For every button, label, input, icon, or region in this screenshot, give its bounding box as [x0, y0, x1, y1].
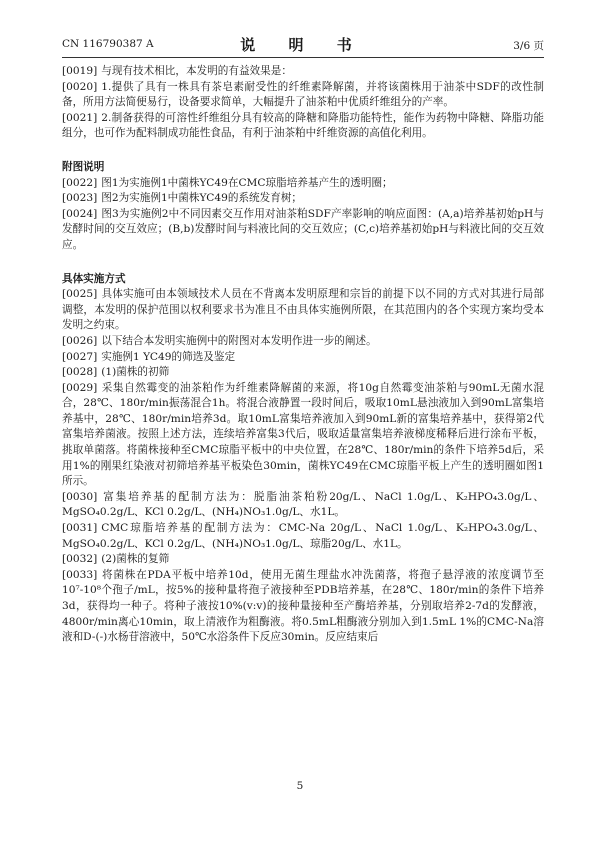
paragraph-number: [0032]	[62, 553, 98, 566]
paragraph	[62, 111, 544, 142]
paragraph	[62, 207, 544, 254]
paragraph	[62, 191, 544, 207]
document-title: 说 明 书	[240, 36, 366, 54]
paragraph-text: 以下结合本发明实施例中的附图对本发明作进一步的阐述。	[101, 334, 377, 347]
paragraph-text: 具体实施可由本领域技术人员在不背离本发明原理和宗旨的前提下以不同的方式对其进行局部调整，本发明的保护范围以权利要求书为准且不由具体实施例所限，在其范围内的各个实现方案均受本发明之约束。	[62, 288, 544, 332]
paragraph	[62, 381, 544, 490]
paragraph-number: [0031]	[62, 522, 98, 535]
paragraph-group-benefits	[62, 64, 544, 142]
paragraph	[62, 176, 544, 192]
paragraph-number: [0020]	[62, 80, 98, 93]
paragraph-group-embodiment	[62, 287, 544, 646]
paragraph-text: 图2为实施例1中菌株YC49的系统发育树；	[101, 192, 303, 205]
paragraph-number: [0021]	[62, 111, 98, 124]
paragraph-text: 与现有技术相比，本发明的有益效果是：	[101, 65, 292, 77]
paragraph-text: 1.提供了具有一株具有茶皂素耐受性的纤维素降解菌，并将该菌株用于油茶中SDF的改性制备，所用方法简便易行，设备要求简单，大幅提升了油茶粕中优质纤维组分的产率。	[62, 80, 544, 109]
paragraph	[62, 334, 544, 350]
paragraph	[62, 490, 544, 521]
paragraph-text: 采集自然霉变的油茶粕作为纤维素降解菌的来源，将10g自然霉变油茶粕与90mL无菌水混合，28℃、180r/min振荡混合1h。将混合液静置一段时间后，吸取10mL悬浊液加入到90mL富集培养基中，28℃、180r/min培养3d。取10mL富集培养液加入到90mL新的富集培养基中，获得第2代富集培养菌液。按照上述方法，连续培养富集3代后，吸取适量富集培养液梯度稀释后进行涂布平板，挑取单菌落。将菌株接种至CMC琼脂平板中的中央位置，在28℃、180r/min的条件下培养5d后，采用1%的刚果红染液对初筛培养基平板染色30min，菌株YC49在CMC琼脂平板上产生的透明圈如图1所示。	[62, 381, 544, 488]
paragraph	[62, 287, 544, 334]
paragraph-text: (2)菌株的复筛	[101, 553, 170, 566]
paragraph-number: [0024]	[62, 207, 98, 220]
paragraph-number: [0027]	[62, 350, 98, 363]
paragraph	[62, 64, 544, 80]
paragraph-text: (1)菌株的初筛	[101, 366, 170, 379]
document-body	[62, 64, 544, 646]
section-heading-figures: 附图说明	[62, 160, 105, 173]
paragraph	[62, 521, 544, 552]
paragraph-text: 将菌株在PDA平板中培养10d，使用无菌生理盐水冲洗菌落，将孢子悬浮液的浓度调节至10⁷-10⁸个孢子/mL，按5%的接种量将孢子液接种至PDB培养基，在28℃、180r/min的条件下培养3d，获得均一种子。将种子液按10%(v:v)的接种量接种至产酶培养基，分别取培养2-7d的发酵液，4800r/min离心10min，取上清液作为粗酶液。将0.5mL粗酶液分别加入到1.5mL 1%的CMC-Na溶液和D-(-)水杨苷溶液中，50℃水浴条件下反应30min。反应结束后	[62, 568, 544, 644]
paragraph-text: 富集培养基的配制方法为：脱脂油茶粕粉20g/L、NaCl 1.0g/L、K₂HPO₄3.0g/L、MgSO₄0.2g/L、KCl 0.2g/L、(NH₄)NO₃1.0g/L、水1L。	[62, 490, 544, 519]
paragraph	[62, 80, 544, 111]
paragraph-number: [0026]	[62, 334, 98, 347]
page-header	[62, 34, 544, 56]
paragraph-text: 图1为实施例1中菌株YC49在CMC琼脂培养基产生的透明圈；	[101, 176, 393, 189]
paragraph-number: [0028]	[62, 366, 98, 379]
paragraph	[62, 365, 544, 381]
paragraph-text: 图3为实施例2中不同因素交互作用对油茶粕SDF产率影响的响应面图：(A,a)培养基初始pH与发酵时间的交互效应；(B,b)发酵时间与料液比间的交互效应；(C,c)培养基初始pH与料液比间的交互效应。	[62, 207, 544, 251]
paragraph-number: [0030]	[62, 490, 98, 503]
paragraph-number: [0033]	[62, 568, 98, 581]
paragraph-text: 2.制备获得的可溶性纤维组分具有较高的降糖和降脂功能特性，能作为药物中降糖、降脂功能组分，也可作为配料制成功能性食品，有利于油茶粕中纤维资源的高值化利用。	[62, 111, 544, 140]
paragraph-text: 实施例1 YC49的筛选及鉴定	[101, 350, 236, 363]
section-heading-embodiment: 具体实施方式	[62, 272, 126, 285]
paragraph-number: [0023]	[62, 192, 98, 205]
paragraph-text: CMC琼脂培养基的配制方法为：CMC-Na 20g/L、NaCl 1.0g/L、K₂HPO₄3.0g/L、MgSO₄0.2g/L、KCl 0.2g/L、(NH₄)NO₃1.0g/L、琼脂20g/L、水1L。	[62, 522, 544, 550]
patent-number: CN 116790387 A	[62, 38, 154, 50]
paragraph	[62, 350, 544, 366]
paragraph-group-figures	[62, 176, 544, 254]
page-count: 3/6 页	[513, 40, 544, 52]
header-rule	[62, 57, 544, 58]
paragraph	[62, 552, 544, 568]
paragraph-number: [0019]	[62, 65, 98, 77]
paragraph	[62, 568, 544, 646]
paragraph-number: [0025]	[62, 288, 98, 301]
paragraph-number: [0022]	[62, 176, 98, 189]
page-number: 5	[296, 780, 304, 792]
paragraph-number: [0029]	[62, 381, 98, 394]
